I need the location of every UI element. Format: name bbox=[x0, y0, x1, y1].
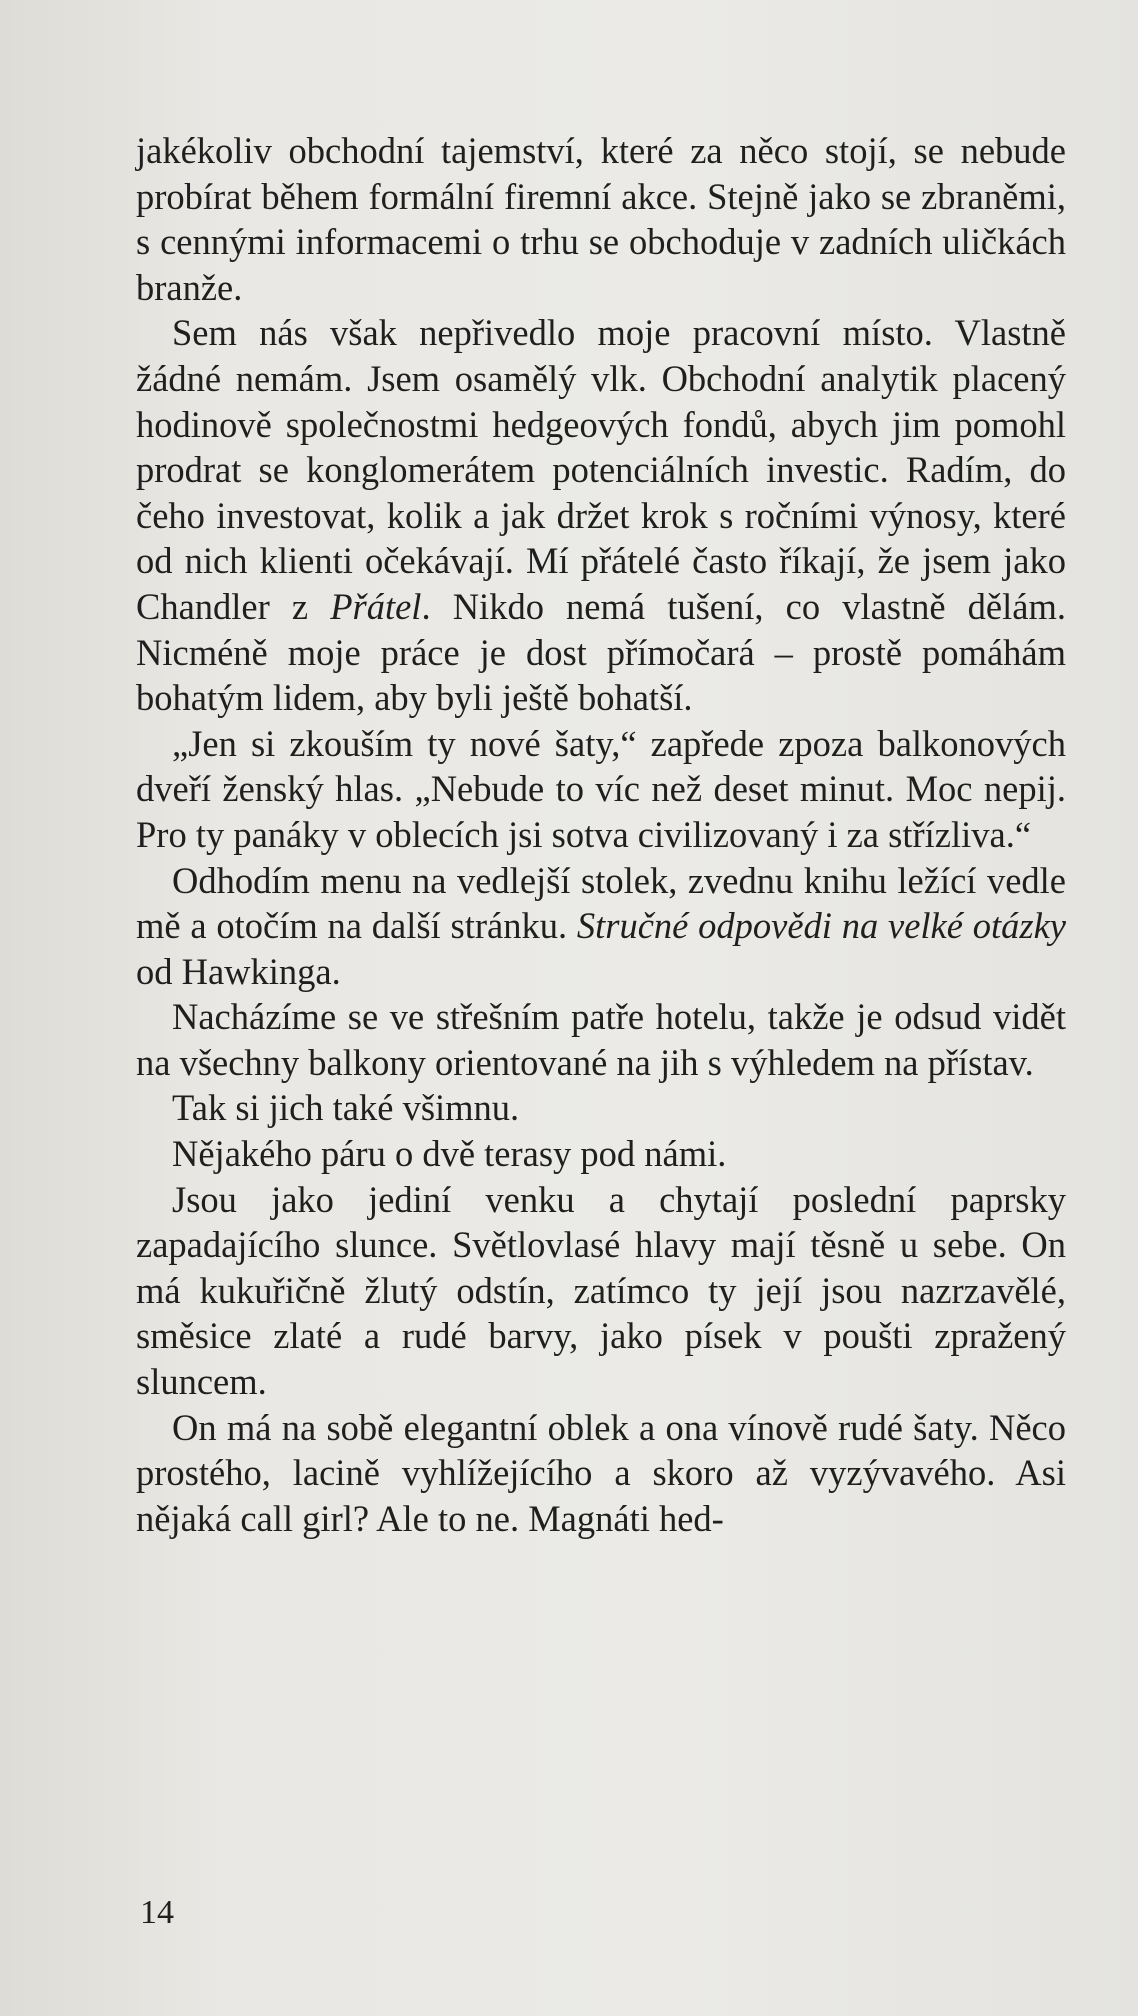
paragraph-text: Odhodím menu na vedlejší stolek, zvednu knihu ležící vedle mě a otočím na další stránku. bbox=[136, 859, 1066, 947]
paragraph bbox=[136, 1177, 1066, 1405]
paragraph bbox=[136, 721, 1066, 858]
paragraph-text: jakékoliv obchodní tajemství, které za něco stojí, se nebude probírat během formální firemní akce. Stejně jako se zbraněmi, s cennými informacemi o trhu se obchoduje v zadních uličkách branže. bbox=[136, 130, 1066, 308]
paragraph bbox=[136, 1085, 1066, 1131]
italic-title: Stručné odpovědi na velké otázky bbox=[576, 905, 1066, 947]
paragraph-text: On má na sobě elegantní oblek a ona vínově rudé šaty. Něco prostého, lacině vyhlížejícího a skoro až vyzývavého. Asi nějaká call girl? Ale to ne. Magnáti hed- bbox=[136, 1406, 1066, 1539]
paragraph-text: Tak si jich také všimnu. bbox=[172, 1087, 520, 1129]
paragraph bbox=[136, 994, 1066, 1085]
paragraph bbox=[136, 1405, 1066, 1542]
paragraph-text: Sem nás však nepřivedlo moje pracovní místo. Vlastně žádné nemám. Jsem osamělý vlk. Obchodní analytik placený hodinově společnostmi hedgeových fondů, abych jim pomohl prodrat se konglomerátem potenciálních investic. Radím, do čeho investovat, kolik a jak držet krok s ročními výnosy, které od nich klienti očekávají. Mí přátelé často říkají, že jsem jako Chandler z bbox=[136, 312, 1066, 627]
body-text bbox=[136, 128, 1066, 1541]
paragraph-text: Nějakého páru o dvě terasy pod námi. bbox=[172, 1133, 727, 1175]
paragraph bbox=[136, 1131, 1066, 1177]
paragraph-text: „Jen si zkouším ty nové šaty,“ zapřede zpoza balkonových dveří ženský hlas. „Nebude to víc než deset minut. Moc nepij. Pro ty panáky v oblecích jsi sotva civilizovaný i za střízliva.“ bbox=[136, 722, 1066, 855]
paragraph-text: Nacházíme se ve střešním patře hotelu, takže je odsud vidět na všechny balkony orientované na jih s výhledem na přístav. bbox=[136, 996, 1066, 1083]
paragraph bbox=[136, 128, 1066, 310]
paragraph-text: . Nikdo nemá tušení, co vlastně dělám. Nicméně moje práce je dost přímočará – prostě pomáhám bohatým lidem, aby byli ještě bohatší. bbox=[136, 585, 1066, 719]
paragraph bbox=[136, 858, 1066, 995]
page-number: 14 bbox=[140, 1894, 174, 1931]
paragraph-text: od Hawkinga. bbox=[136, 950, 341, 992]
paragraph-text: Jsou jako jediní venku a chytají poslední paprsky zapadajícího slunce. Světlovlasé hlavy mají těsně u sebe. On má kukuřičně žlutý odstín, zatímco ty její jsou nazrzavělé, směsice zlaté a rudé barvy, jako písek v poušti zpražený sluncem. bbox=[136, 1178, 1066, 1403]
paragraph bbox=[136, 310, 1066, 720]
italic-title: Přátel bbox=[330, 585, 422, 627]
